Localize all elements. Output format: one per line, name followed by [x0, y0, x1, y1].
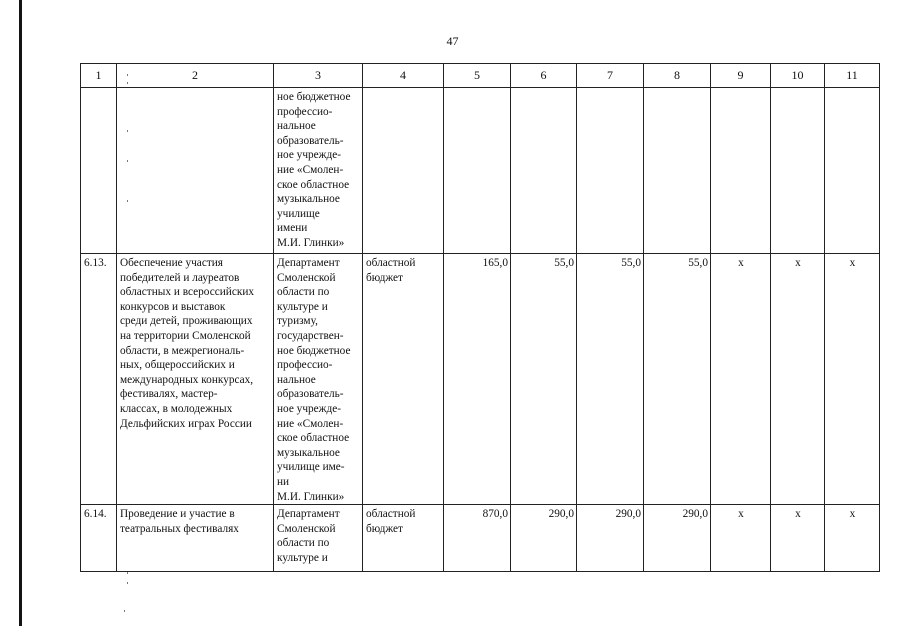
page-binding-line [19, 0, 22, 626]
year-2-amount-cell [577, 88, 644, 254]
table-row [81, 88, 880, 254]
scan-speck [127, 582, 128, 584]
header-cell-4: 4 [363, 64, 444, 88]
year-3-amount-cell [644, 88, 711, 254]
program-measures-table [80, 63, 880, 572]
year-2-amount-cell: 55,0 [577, 254, 644, 505]
column-11-cell: х [825, 505, 880, 572]
scan-speck [124, 610, 125, 612]
column-9-cell [711, 88, 771, 254]
scan-speck [127, 572, 128, 574]
funding-source-cell: областной бюджет [363, 505, 444, 572]
scan-speck [127, 74, 128, 76]
row-number-cell: 6.14. [81, 505, 117, 572]
measure-cell [117, 254, 274, 505]
column-10-cell: х [771, 254, 825, 505]
column-11-cell: х [825, 254, 880, 505]
year-1-amount-cell: 55,0 [511, 254, 577, 505]
executor-text: ное бюджетное профессио- нальное образователь- ное учрежде- ние «Смолен- ское областное музыкальное училище имени М.И. Глинки» [277, 91, 351, 249]
column-11-cell [825, 88, 880, 254]
table-header-row [81, 64, 880, 88]
header-cell-10: 10 [771, 64, 825, 88]
year-2-amount-cell: 290,0 [577, 505, 644, 572]
scan-speck [127, 160, 128, 162]
measure-cell [117, 88, 274, 254]
header-cell-2: 2 [117, 64, 274, 88]
page-number: 47 [446, 34, 459, 48]
scan-speck [127, 82, 128, 84]
measure-text: Проведение и участие в театральных фестивалях [120, 508, 239, 535]
year-3-amount-cell: 290,0 [644, 505, 711, 572]
header-cell-8: 8 [644, 64, 711, 88]
executor-cell [274, 505, 363, 572]
total-amount-cell [444, 88, 511, 254]
row-number-cell [81, 88, 117, 254]
row-number-cell: 6.13. [81, 254, 117, 505]
total-amount-cell: 165,0 [444, 254, 511, 505]
year-1-amount-cell [511, 88, 577, 254]
total-amount-cell: 870,0 [444, 505, 511, 572]
executor-cell [274, 254, 363, 505]
header-cell-1: 1 [81, 64, 117, 88]
table-row [81, 505, 880, 572]
scan-speck [127, 200, 128, 202]
year-3-amount-cell: 55,0 [644, 254, 711, 505]
header-cell-11: 11 [825, 64, 880, 88]
scan-speck [127, 130, 128, 132]
header-cell-3: 3 [274, 64, 363, 88]
measure-text: Обеспечение участия победителей и лауреатов областных и всероссийских конкурсов и выставок среди детей, проживающих на территории Смоленской области, в межрегиональ- ных, общероссийских и международных конкурсах, фестивалях, мастер- классах, в молодежных Дельфийских играх России [120, 257, 255, 430]
header-cell-9: 9 [711, 64, 771, 88]
column-10-cell: х [771, 505, 825, 572]
executor-text: Департамент Смоленской области по культуре и туризму, государствен- ное бюджетное профессио- нальное образователь- ное учрежде- ние «Смолен- ское областное музыкальное училище име- ни М.И. Глинки» [277, 257, 351, 503]
measure-cell [117, 505, 274, 572]
executor-cell [274, 88, 363, 254]
header-cell-7: 7 [577, 64, 644, 88]
column-9-cell: х [711, 505, 771, 572]
header-cell-5: 5 [444, 64, 511, 88]
column-10-cell [771, 88, 825, 254]
year-1-amount-cell: 290,0 [511, 505, 577, 572]
funding-source-cell: областной бюджет [363, 254, 444, 505]
table-row [81, 254, 880, 505]
header-cell-6: 6 [511, 64, 577, 88]
column-9-cell: х [711, 254, 771, 505]
funding-source-cell [363, 88, 444, 254]
executor-text: Департамент Смоленской области по культуре и [277, 508, 340, 564]
